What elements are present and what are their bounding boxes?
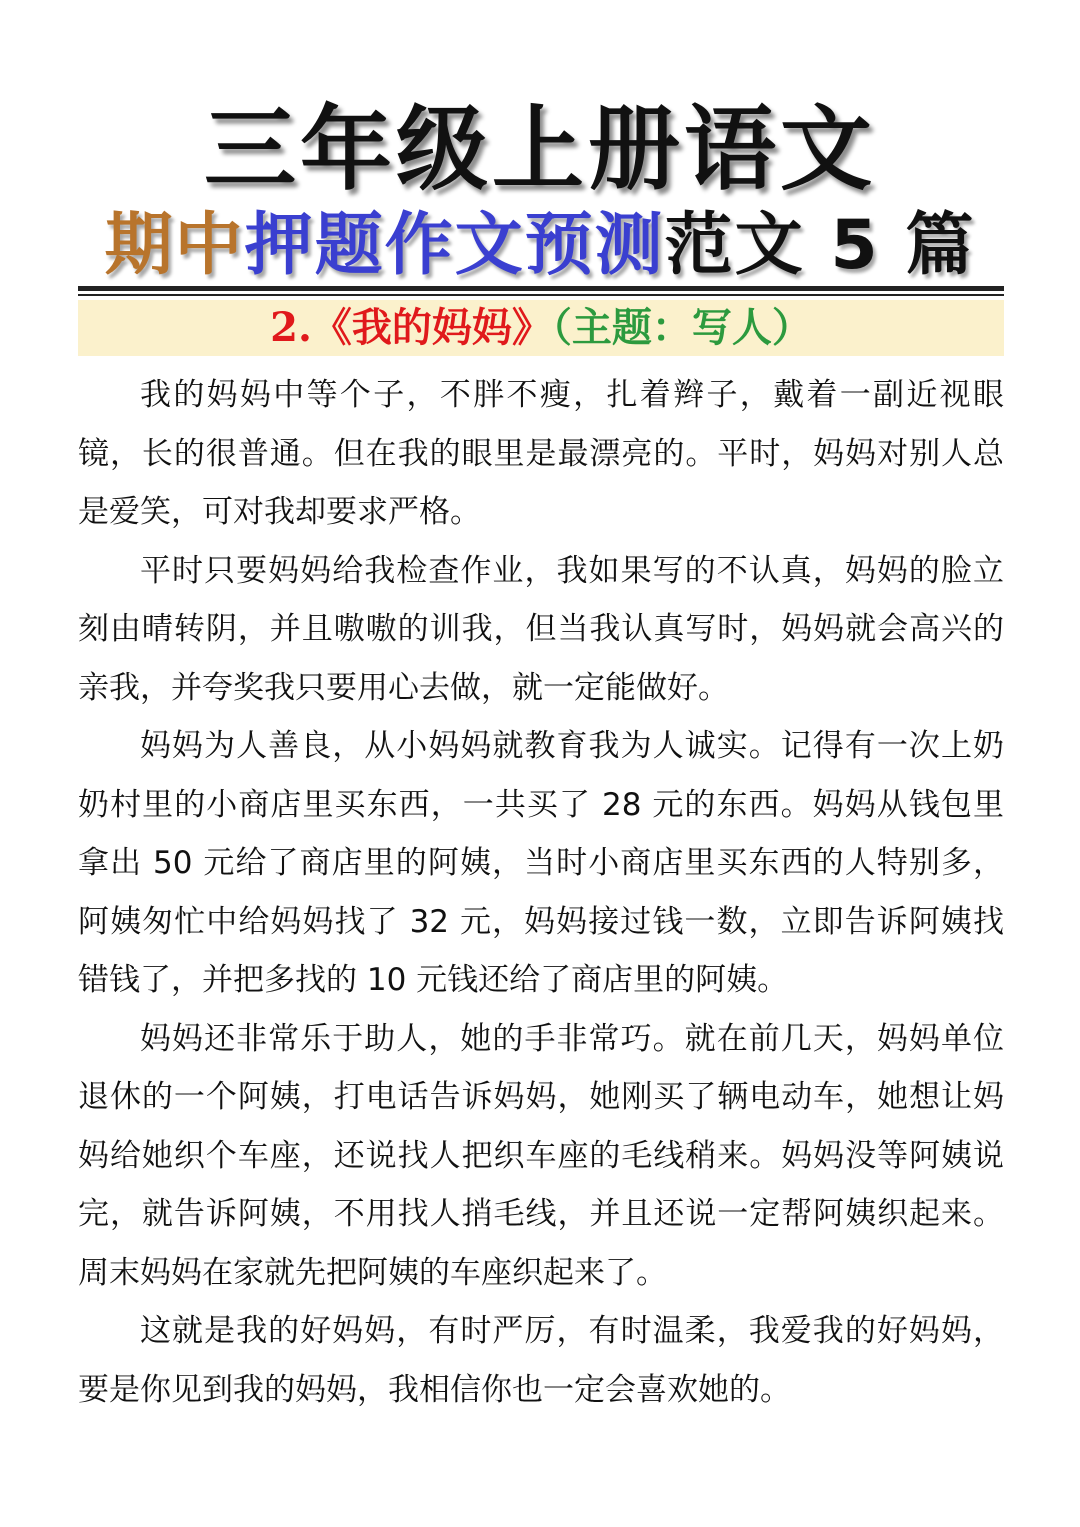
divider-thick (78, 286, 1004, 291)
essay-paragraph-5: 这就是我的好妈妈，有时严厉，有时温柔，我爱我的好妈妈，要是你见到我的妈妈，我相信你也一定会喜欢她的。 (78, 1313, 1004, 1408)
essay-heading-banner (78, 300, 1004, 356)
subtitle-part-midterm: 期中 (104, 206, 245, 285)
essay-title: 2.《我的妈妈》 (270, 304, 552, 351)
page-subtitle (0, 208, 1080, 284)
page-title: 三年级上册语文 (203, 96, 876, 203)
essay-paragraph-1: 我的妈妈中等个子，不胖不瘦，扎着辫子，戴着一副近视眼镜，长的很普通。但在我的眼里是最漂亮的。平时，妈妈对别人总是爱笑，可对我却要求严格。 (78, 377, 1004, 530)
divider-thin (78, 294, 1004, 296)
subtitle-part-prediction: 押题作文预测 (244, 206, 665, 285)
essay-theme: （主题：写人） (551, 304, 812, 351)
essay-paragraph-3: 妈妈为人善良，从小妈妈就教育我为人诚实。记得有一次上奶奶村里的小商店里买东西，一共买了 28 元的东西。妈妈从钱包里拿出 50 元给了商店里的阿姨，当时小商店里买东西的人特别多，阿姨匆忙中给妈妈找了 32 元，妈妈接过钱一数，立即告诉阿姨找错钱了，并把多找的 10 元钱还给了商店里的阿姨。 (78, 728, 1004, 998)
essay-body (78, 366, 1004, 1419)
essay-paragraph-4: 妈妈还非常乐于助人，她的手非常巧。就在前几天，妈妈单位退休的一个阿姨，打电话告诉妈妈，她刚买了辆电动车，她想让妈妈给她织个车座，还说找人把织车座的毛线稍来。妈妈没等阿姨说完，就告诉阿姨，不用找人捎毛线，并且还说一定帮阿姨织起来。周末妈妈在家就先把阿姨的车座织起来了。 (78, 1020, 1004, 1291)
subtitle-part-count: 范文 5 篇 (664, 206, 976, 285)
essay-paragraph-2: 平时只要妈妈给我检查作业，我如果写的不认真，妈妈的脸立刻由晴转阴，并且嗷嗷的训我，但当我认真写时，妈妈就会高兴的亲我，并夸奖我只要用心去做，就一定能做好。 (78, 552, 1004, 706)
